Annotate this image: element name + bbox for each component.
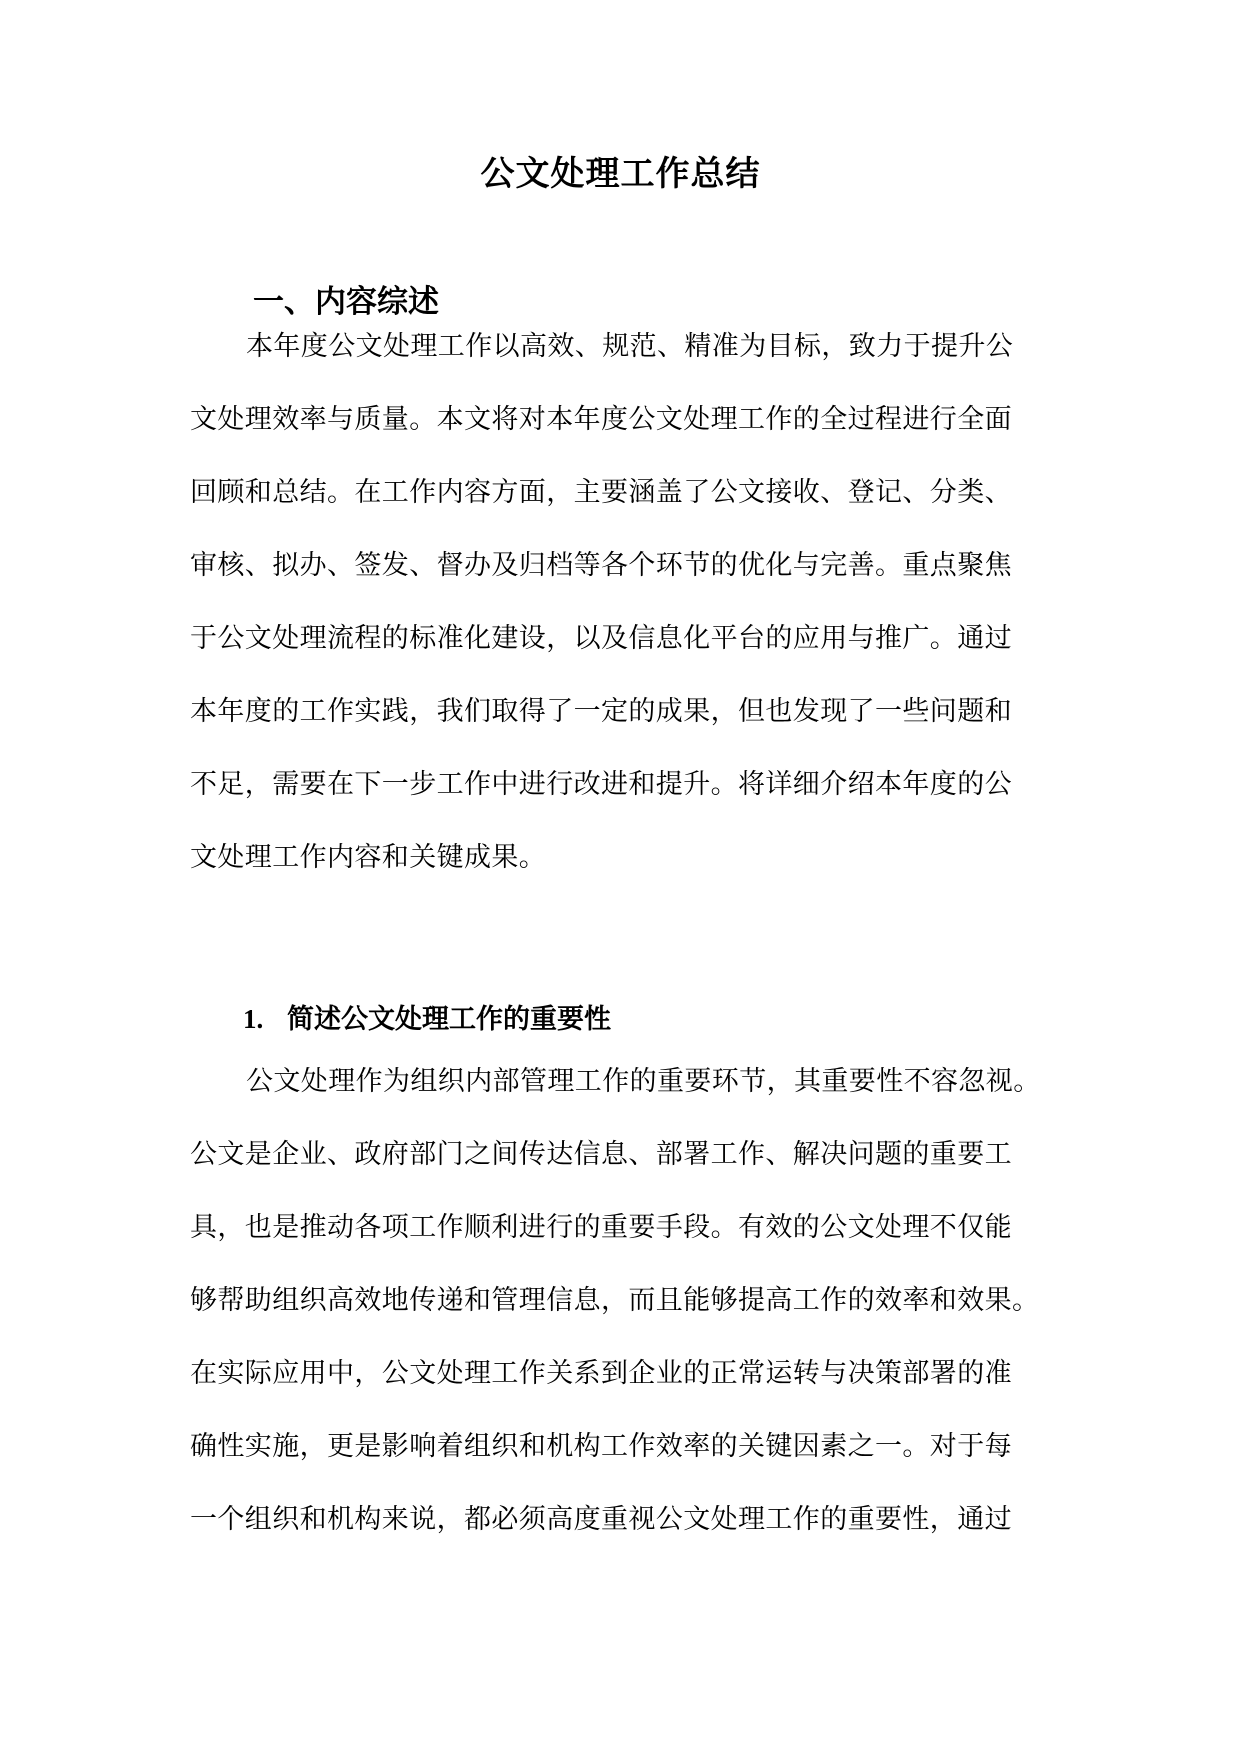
paragraph-line: 够帮助组织高效地传递和管理信息，而且能够提高工作的效率和效果。 [190,1285,1040,1316]
paragraph-line: 不足，需要在下一步工作中进行改进和提升。将详细介绍本年度的公 [190,769,1012,800]
subsection-heading-importance [243,997,611,1042]
paragraph-line: 公文是企业、政府部门之间传达信息、部署工作、解决问题的重要工 [190,1139,1012,1170]
subsection-title: 简述公文处理工作的重要性 [287,1004,611,1035]
paragraph-line: 文处理工作内容和关键成果。 [190,842,547,873]
paragraph-line: 回顾和总结。在工作内容方面，主要涵盖了公文接收、登记、分类、 [190,477,1012,508]
overview-paragraph [190,310,1060,894]
paragraph-line: 文处理效率与质量。本文将对本年度公文处理工作的全过程进行全面 [190,404,1012,435]
paragraph-line: 确性实施，更是影响着组织和机构工作效率的关键因素之一。对于每 [190,1431,1012,1462]
paragraph-line: 本年度公文处理工作以高效、规范、精准为目标，致力于提升公 [246,331,1014,362]
paragraph-line: 一个组织和机构来说，都必须高度重视公文处理工作的重要性，通过 [190,1504,1012,1535]
subsection-number: 1. [243,1004,264,1034]
paragraph-line: 于公文处理流程的标准化建设，以及信息化平台的应用与推广。通过 [190,623,1012,654]
paragraph-line: 公文处理作为组织内部管理工作的重要环节，其重要性不容忽视。 [246,1066,1041,1097]
importance-paragraph [190,1045,1060,1556]
paragraph-line: 本年度的工作实践，我们取得了一定的成果，但也发现了一些问题和 [190,696,1012,727]
section-heading-overview: 一、内容综述 [253,284,439,320]
paragraph-line: 审核、拟办、签发、督办及归档等各个环节的优化与完善。重点聚焦 [190,550,1012,581]
paragraph-line: 在实际应用中，公文处理工作关系到企业的正常运转与决策部署的准 [190,1358,1012,1389]
paragraph-line: 具，也是推动各项工作顺利进行的重要手段。有效的公文处理不仅能 [190,1212,1012,1243]
document-title: 公文处理工作总结 [480,154,761,194]
